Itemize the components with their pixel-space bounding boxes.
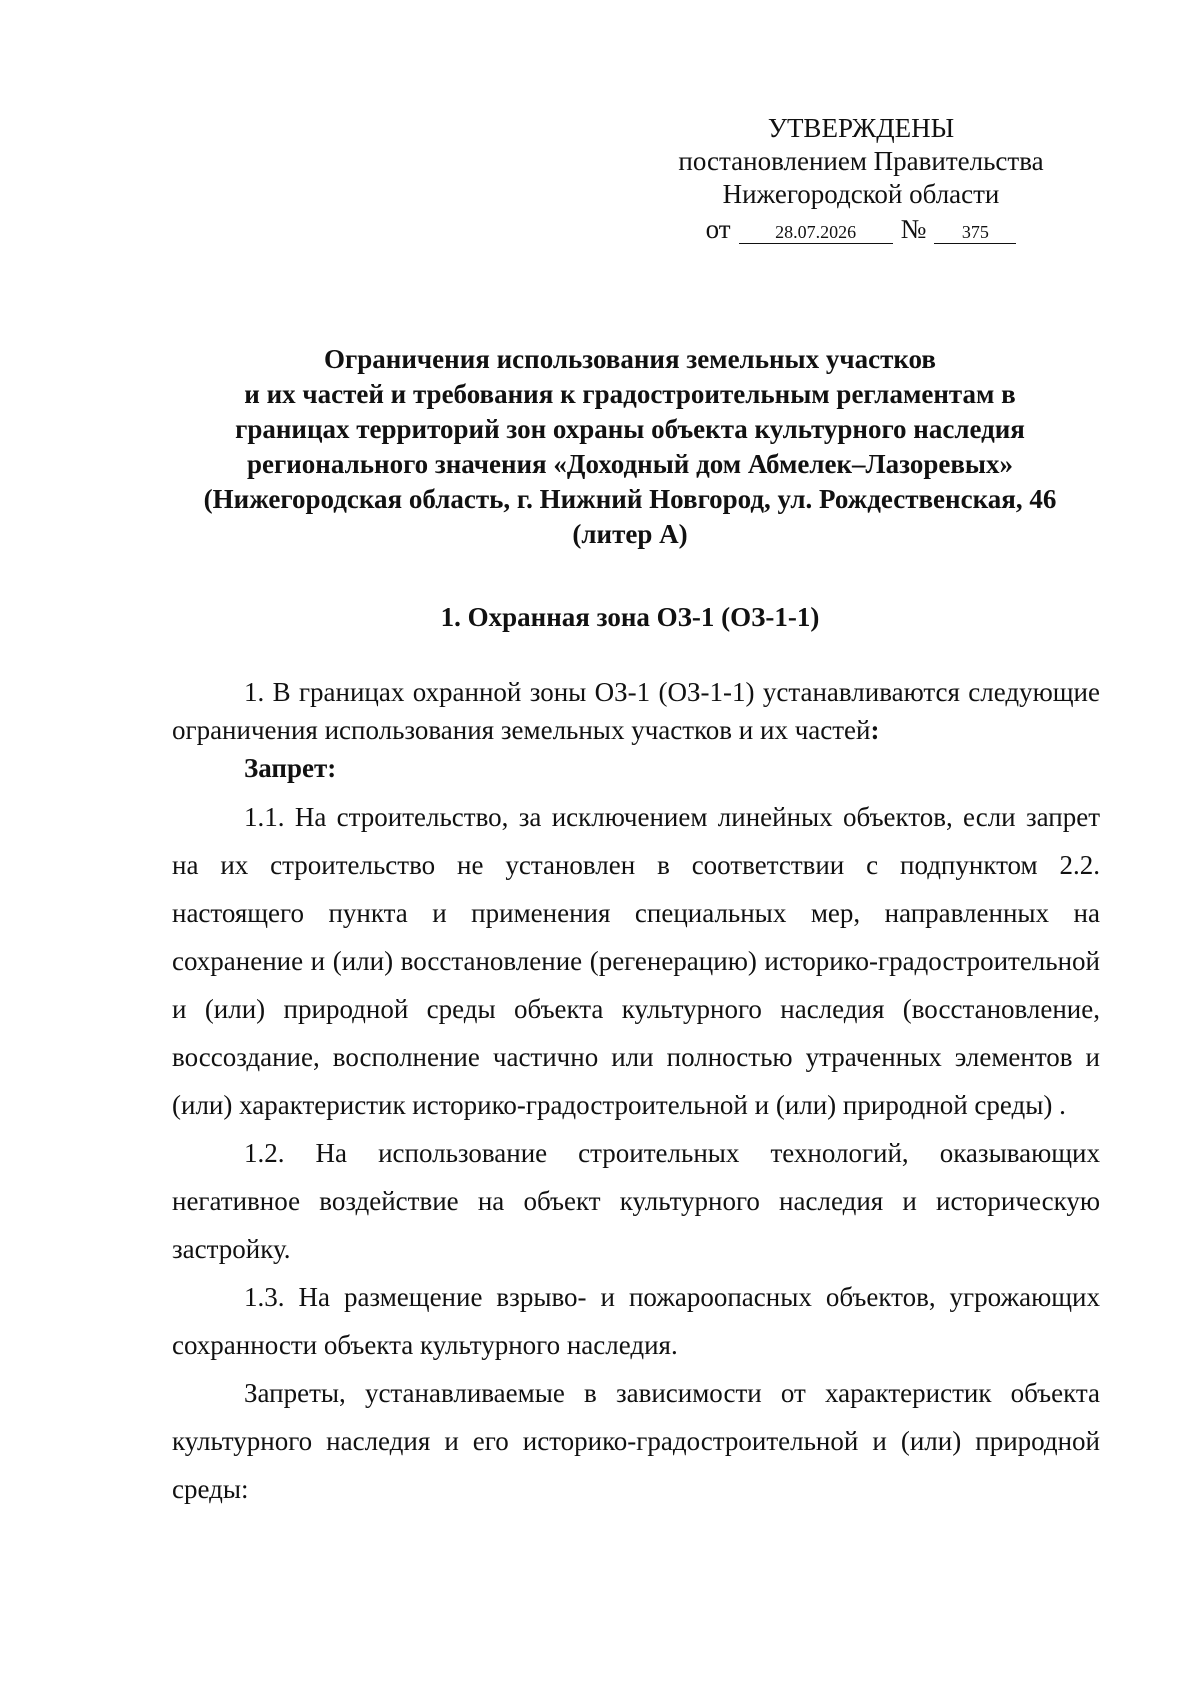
ban-item-1-1: 1.1. На строительство, за исключением линейных объектов, если запрет на их строительство не установлен в соответствии с подпунктом 2.2. настоящего пункта и применения специальных мер, направленных на сохранение и (или) восстановление (регенерацию) историко-градостроительной и (или) природной среды объекта культурного наследия (восстановление, воссоздание, восполнение частично или полностью утраченных элементов и (или) характеристик историко-градостроительной и (или) природной среды) . (172, 802, 1100, 1120)
title-line: границах территорий зон охраны объекта культурного наследия (235, 414, 1025, 444)
characteristic-bans-paragraph: Запреты, устанавливаемые в зависимости от характеристик объекта культурного наследия и его историко-градостроительной и (или) природной среды: (172, 1378, 1100, 1504)
approval-line-1: постановлением Правительства (678, 146, 1044, 176)
intro-colon: : (870, 715, 880, 745)
intro-text: 1. В границах охранной зоны ОЗ-1 (ОЗ-1-1) устанавливаются следующие ограничения использования земельных участков и их частей (172, 677, 1100, 745)
ban-item-1-2: 1.2. На использование строительных технологий, оказывающих негативное воздействие на объект культурного наследия и историческую застройку. (172, 1138, 1100, 1264)
date-label: от (705, 214, 731, 244)
document-body (172, 673, 1100, 1513)
approval-stamp-block (640, 112, 1082, 246)
approval-reference (640, 213, 1082, 246)
ban-label: Запрет: (244, 753, 337, 783)
approval-date: 28.07.2026 (739, 221, 893, 244)
ban-item-1-3: 1.3. На размещение взрыво- и пожароопасных объектов, угрожающих сохранности объекта культурного наследия. (172, 1282, 1100, 1360)
title-line: (литер А) (572, 519, 688, 549)
approval-line-2: Нижегородской области (722, 179, 1000, 209)
approval-heading: УТВЕРЖДЕНЫ (767, 113, 955, 143)
number-label: № (900, 214, 927, 244)
section-heading: 1. Охранная зона ОЗ-1 (ОЗ-1-1) (440, 602, 820, 632)
title-line: регионального значения «Доходный дом Абмелек–Лазоревых» (246, 449, 1014, 479)
approval-number: 375 (934, 221, 1016, 244)
document-title (160, 342, 1100, 552)
title-line: и их частей и требования к градостроительным регламентам в (244, 379, 1016, 409)
title-line: Ограничения использования земельных участков (324, 344, 936, 374)
intro-paragraph (172, 673, 1100, 749)
title-line: (Нижегородская область, г. Нижний Новгород, ул. Рождественская, 46 (203, 484, 1057, 514)
